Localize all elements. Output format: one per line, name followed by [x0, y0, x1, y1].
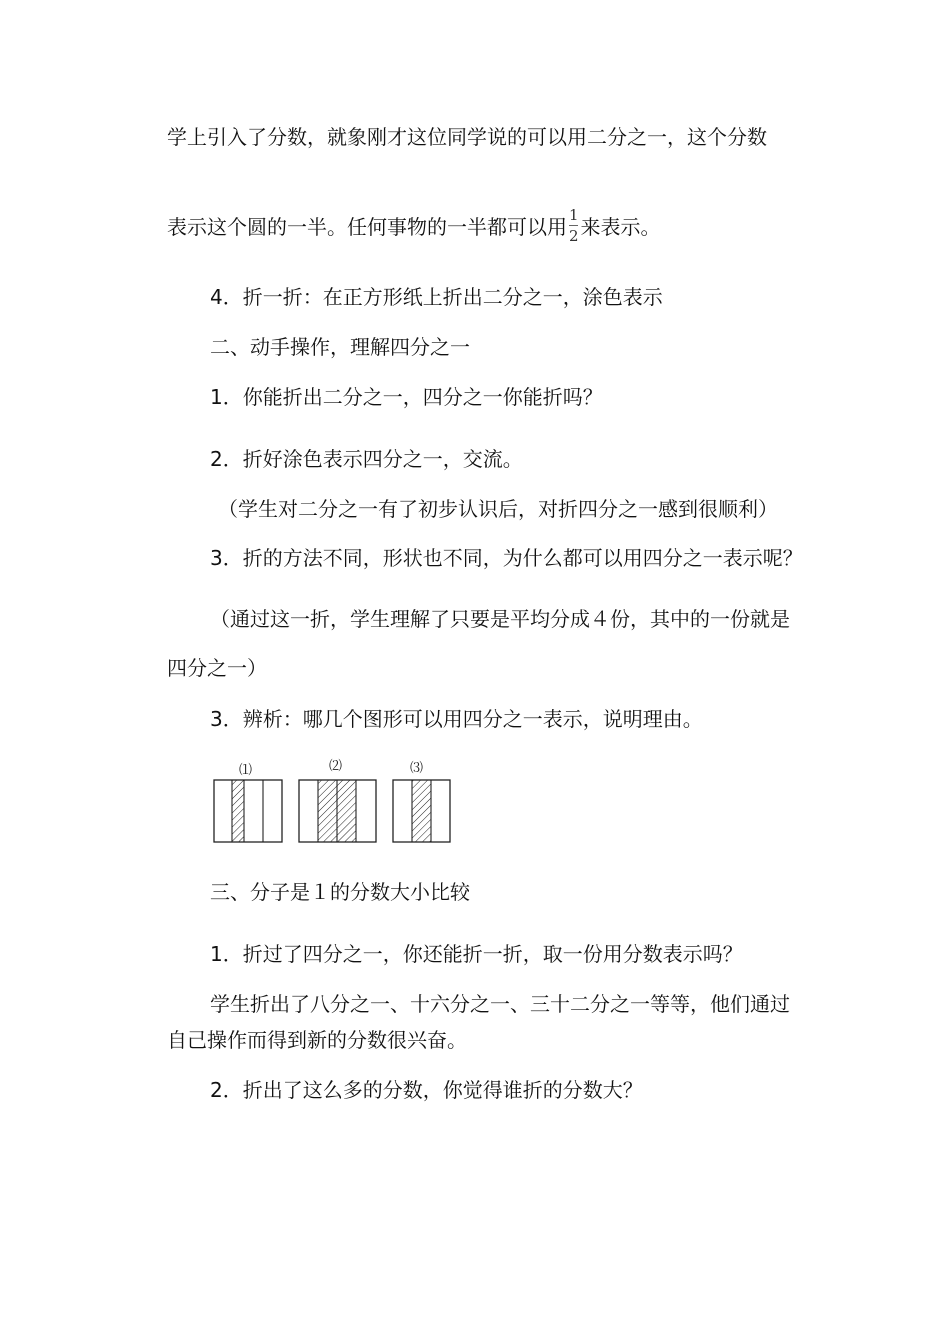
figure-label-1: ⑴ — [239, 763, 253, 778]
fraction-sentence — [167, 206, 661, 258]
one-half-fraction — [569, 207, 579, 244]
figure-1-outline — [214, 780, 282, 842]
note-line: （学生对二分之一有了初步认识后，对折四分之一感到很顺利） — [218, 497, 778, 521]
question-line: 2．折好涂色表示四分之一，交流。 — [210, 447, 523, 471]
section-heading: 三、分子是１的分数大小比较 — [210, 880, 470, 904]
step-heading: 4．折一折：在正方形纸上折出二分之一，涂色表示 — [210, 285, 663, 309]
paragraph-line: 学生折出了八分之一、十六分之一、三十二分之一等等，他们通过 — [210, 992, 790, 1016]
paragraph-line-continued: 自己操作而得到新的分数很兴奋。 — [167, 1028, 467, 1052]
fraction-bar — [569, 225, 578, 226]
section-heading: 二、动手操作，理解四分之一 — [210, 335, 470, 359]
question-line: 1．折过了四分之一，你还能折一折，取一份用分数表示吗？ — [210, 942, 743, 966]
fraction-numerator: 1 — [569, 206, 579, 224]
question-line: 3．折的方法不同，形状也不同，为什么都可以用四分之一表示呢？ — [210, 546, 803, 570]
fraction-denominator: 2 — [569, 227, 579, 245]
paragraph-line: 学上引入了分数，就象刚才这位同学说的可以用二分之一，这个分数 — [167, 125, 767, 149]
figure-label-3: ⑶ — [410, 761, 424, 776]
question-line: 3．辨析：哪几个图形可以用四分之一表示，说明理由。 — [210, 707, 703, 731]
question-line: 2．折出了这么多的分数，你觉得谁折的分数大？ — [210, 1078, 643, 1102]
fraction-sentence-after: 来表示。 — [580, 215, 661, 239]
question-line: 1．你能折出二分之一，四分之一你能折吗？ — [210, 385, 603, 409]
figure-label-2: ⑵ — [329, 759, 343, 774]
figure-3-shaded-part — [412, 780, 431, 842]
figure-3 — [393, 780, 450, 842]
figure-2 — [299, 780, 376, 842]
figure-1 — [214, 780, 282, 842]
note-line: （通过这一折，学生理解了只要是平均分成４份，其中的一份就是 — [210, 607, 790, 631]
figure-1-shaded-part — [232, 780, 244, 842]
fraction-sentence-before: 表示这个圆的一半。任何事物的一半都可以用 — [167, 215, 567, 239]
note-line-continued: 四分之一） — [167, 656, 267, 680]
fraction-figures — [212, 755, 462, 847]
